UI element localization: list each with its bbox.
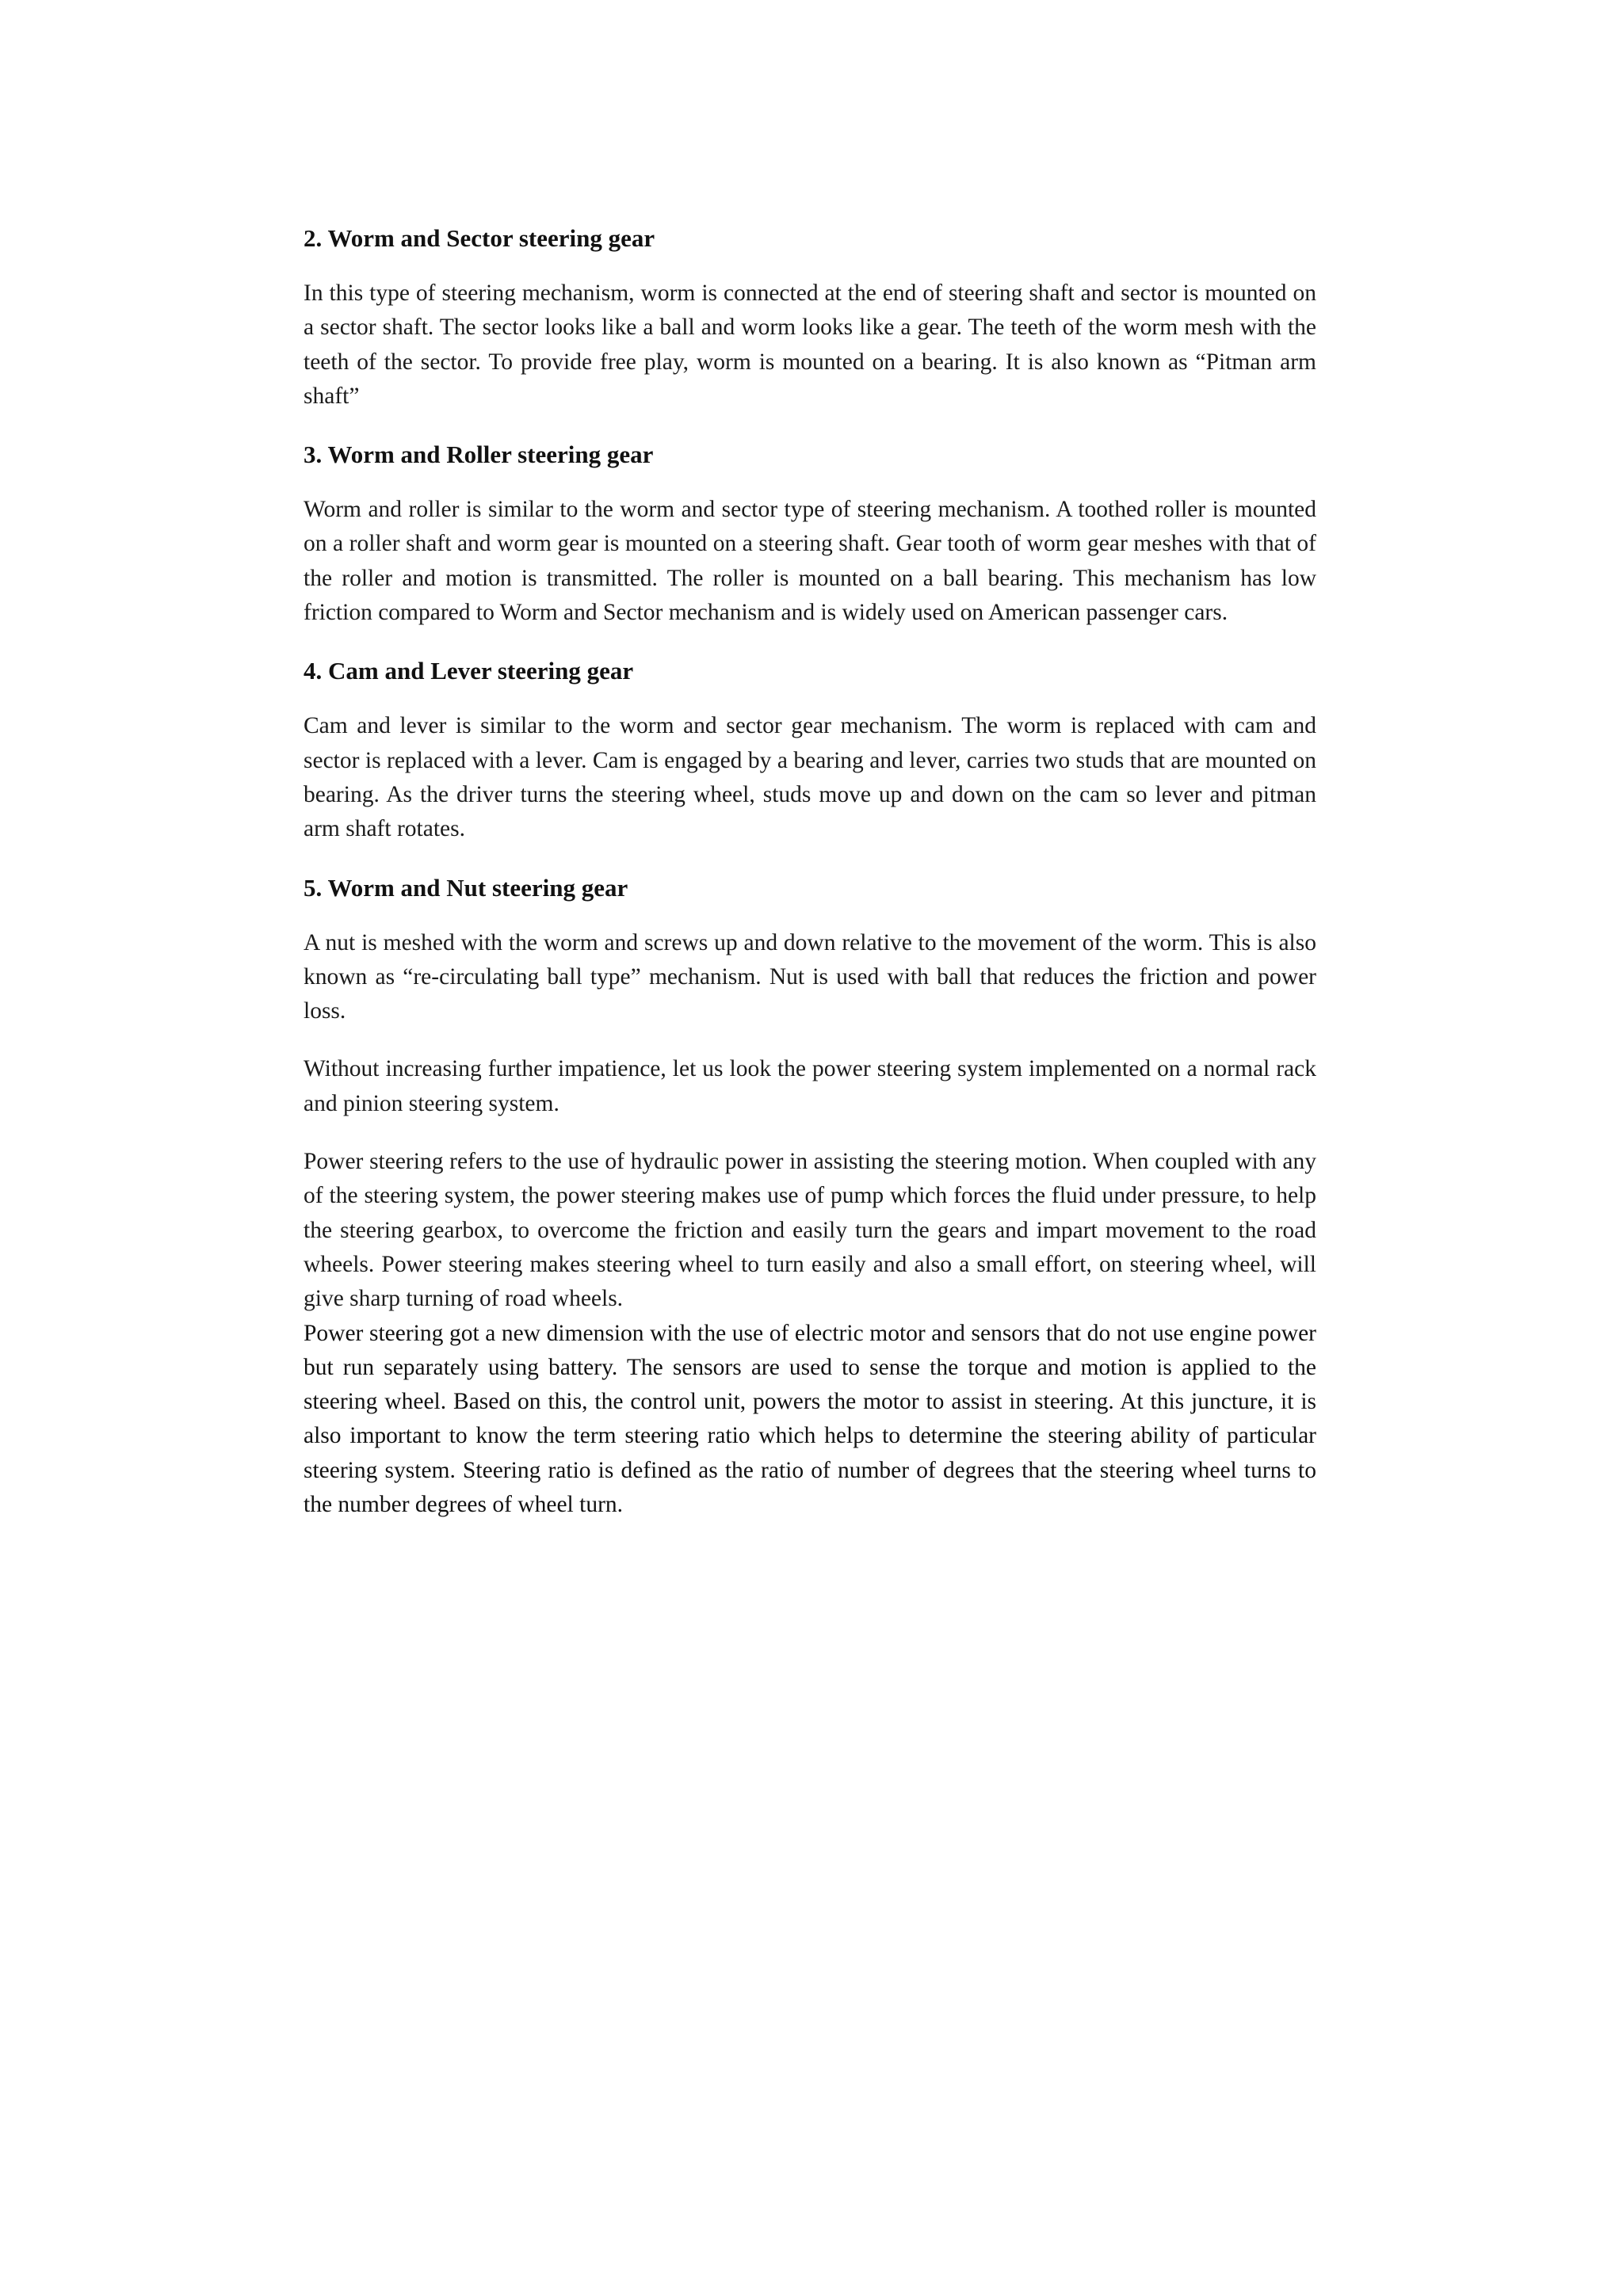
section-heading-cam-lever: 4. Cam and Lever steering gear	[304, 657, 634, 685]
paragraph-cam-lever: Cam and lever is similar to the worm and sector gear mechanism. The worm is replaced with cam and sector is replaced with a lever. Cam is engaged by a bearing and lever, carries two studs that are mounted on bearing. As the driver turns the steering wheel, studs move up and down on the cam so lever and pitman arm shaft rotates.	[304, 713, 1316, 842]
paragraph-power-steering: Power steering refers to the use of hydraulic power in assisting the steering motion. When coupled with any of the steering system, the power steering makes use of pump which forces the fluid under pressure, to help the steering gearbox, to overcome the friction and easily turn the gears and impart movement to the road wheels. Power steering makes steering wheel to turn easily and also a small effort, on steering wheel, will give sharp turning of road wheels.	[304, 1149, 1316, 1312]
paragraph-worm-roller: Worm and roller is similar to the worm and sector type of steering mechanism. A toothed roller is mounted on a roller shaft and worm gear is mounted on a steering shaft. Gear tooth of worm gear meshes with that of the roller and motion is transmitted. The roller is mounted on a ball bearing. This mechanism has low friction compared to Worm and Sector mechanism and is widely used on American passenger cars.	[304, 497, 1316, 626]
paragraph-electric-power-steering: Power steering got a new dimension with the use of electric motor and sensors that do not use engine power but run separately using battery. The sensors are used to sense the torque and motion is applied to the steering wheel. Based on this, the control unit, powers the motor to assist in steering. At this juncture, it is also important to know the term steering ratio which helps to determine the steering ability of particular steering system. Steering ratio is defined as the ratio of number of degrees that the steering wheel turns to the number degrees of wheel turn.	[304, 1320, 1316, 1518]
section-heading-worm-sector: 2. Worm and Sector steering gear	[304, 224, 655, 252]
section-heading-worm-roller: 3. Worm and Roller steering gear	[304, 441, 654, 469]
paragraph-intro-power-steering: Without increasing further impatience, let us look the power steering system implemented on a normal rack and pinion steering system.	[304, 1056, 1316, 1116]
paragraph-worm-sector: In this type of steering mechanism, worm is connected at the end of steering shaft and sector is mounted on a sector shaft. The sector looks like a ball and worm looks like a gear. The teeth of the worm mesh with the teeth of the sector. To provide free play, worm is mounted on a bearing. It is also known as “Pitman arm shaft”	[304, 280, 1316, 409]
section-heading-worm-nut: 5. Worm and Nut steering gear	[304, 873, 628, 902]
document-content	[304, 221, 1316, 1546]
paragraph-worm-nut: A nut is meshed with the worm and screws up and down relative to the movement of the worm. This is also known as “re-circulating ball type” mechanism. Nut is used with ball that reduces the friction and power loss.	[304, 929, 1316, 1024]
